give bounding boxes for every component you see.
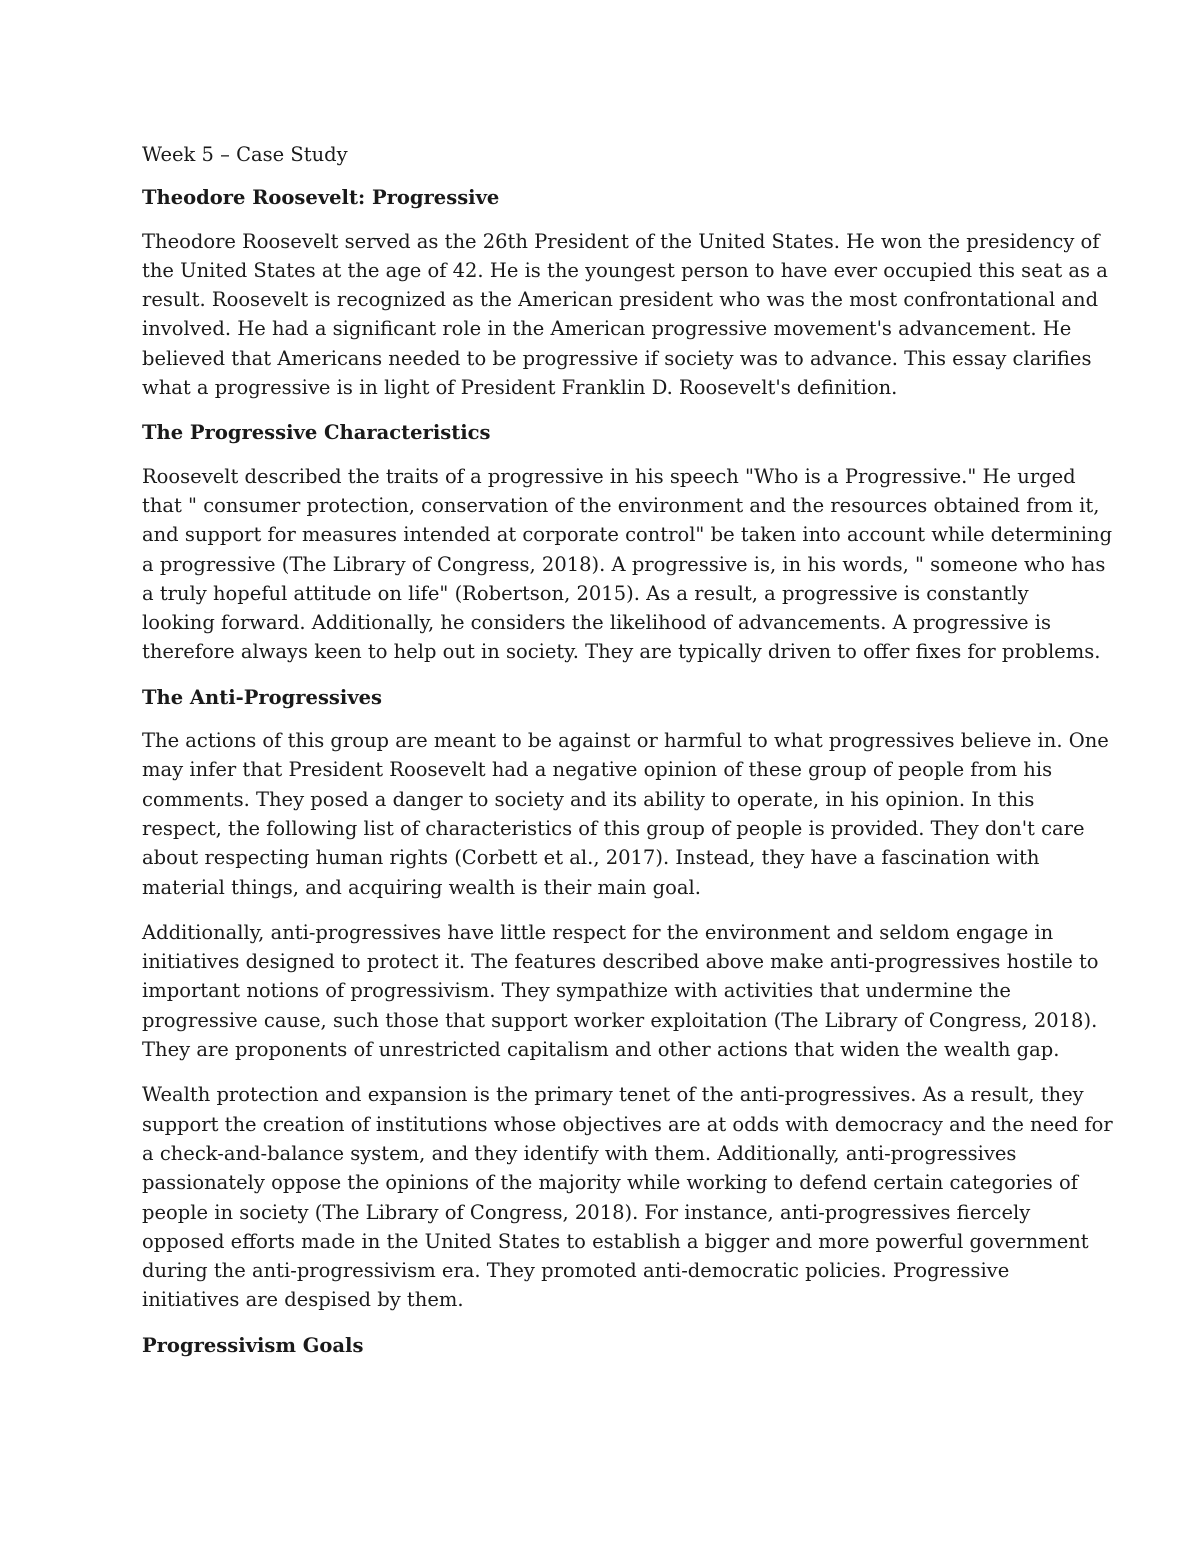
progressive-characteristics-paragraph — [142, 462, 1113, 667]
paragraph-line: what a progressive is in light of President Franklin D. Roosevelt's definition. — [142, 376, 898, 400]
paragraph-line: initiatives are despised by them. — [142, 1288, 464, 1312]
paragraph-line: believed that Americans needed to be progressive if society was to advance. This essay clarifies — [142, 346, 1092, 370]
paragraph-line: that " consumer protection, conservation of the environment and the resources obtained from it, — [142, 493, 1100, 517]
paragraph-line: They are proponents of unrestricted capitalism and other actions that widen the wealth gap. — [142, 1038, 1060, 1062]
paragraph-line: support the creation of institutions whose objectives are at odds with democracy and the need for — [142, 1112, 1113, 1136]
document-title: Theodore Roosevelt: Progressive — [142, 186, 500, 210]
section-heading-anti-progressives: The Anti-Progressives — [142, 685, 383, 709]
paragraph-line: the United States at the age of 42. He is the youngest person to have ever occupied this seat as a — [142, 258, 1108, 282]
anti-progressives-paragraph-2 — [142, 918, 1099, 1064]
paragraph-line: Additionally, anti-progressives have little respect for the environment and seldom engage in — [142, 920, 1054, 944]
paragraph-line: therefore always keen to help out in society. They are typically driven to offer fixes for problems. — [142, 640, 1101, 664]
paragraph-line: opposed efforts made in the United States to establish a bigger and more powerful government — [142, 1229, 1089, 1253]
paragraph-line: a progressive (The Library of Congress, 2018). A progressive is, in his words, " someone who has — [142, 552, 1106, 576]
paragraph-line: may infer that President Roosevelt had a negative opinion of these group of people from his — [142, 758, 1053, 782]
paragraph-line: important notions of progressivism. They sympathize with activities that undermine the — [142, 979, 1011, 1003]
intro-paragraph — [142, 227, 1108, 403]
document-page — [142, 140, 1113, 1374]
paragraph-line: Theodore Roosevelt served as the 26th President of the United States. He won the presidency of — [142, 229, 1100, 253]
paragraph-line: progressive cause, such those that support worker exploitation (The Library of Congress, 2018). — [142, 1008, 1098, 1032]
paragraph-line: Wealth protection and expansion is the primary tenet of the anti-progressives. As a result, they — [142, 1083, 1084, 1107]
paragraph-line: The actions of this group are meant to be against or harmful to what progressives believe in. One — [142, 729, 1109, 753]
section-heading-progressivism-goals: Progressivism Goals — [142, 1333, 364, 1357]
paragraph-line: a check-and-balance system, and they identify with them. Additionally, anti-progressives — [142, 1141, 1017, 1165]
paragraph-line: material things, and acquiring wealth is their main goal. — [142, 875, 701, 899]
paragraph-line: Roosevelt described the traits of a progressive in his speech "Who is a Progressive." He urged — [142, 464, 1076, 488]
paragraph-line: looking forward. Additionally, he considers the likelihood of advancements. A progressive is — [142, 611, 1052, 635]
course-label: Week 5 – Case Study — [142, 143, 348, 166]
paragraph-line: passionately oppose the opinions of the majority while working to defend certain categories of — [142, 1171, 1078, 1195]
paragraph-line: comments. They posed a danger to society and its ability to operate, in his opinion. In this — [142, 787, 1035, 811]
paragraph-line: about respecting human rights (Corbett et al., 2017). Instead, they have a fascination with — [142, 846, 1040, 870]
paragraph-line: during the anti-progressivism era. They promoted anti-democratic policies. Progressive — [142, 1259, 1010, 1283]
paragraph-line: result. Roosevelt is recognized as the American president who was the most confrontational and — [142, 288, 1099, 312]
anti-progressives-paragraph-1 — [142, 726, 1109, 902]
paragraph-line: people in society (The Library of Congress, 2018). For instance, anti-progressives fiercely — [142, 1200, 1031, 1224]
section-heading-progressive-characteristics: The Progressive Characteristics — [142, 421, 491, 445]
paragraph-line: a truly hopeful attitude on life" (Robertson, 2015). As a result, a progressive is constantly — [142, 581, 1029, 605]
paragraph-line: and support for measures intended at corporate control" be taken into account while determining — [142, 523, 1113, 547]
anti-progressives-paragraph-3 — [142, 1080, 1113, 1314]
paragraph-line: respect, the following list of characteristics of this group of people is provided. They don't care — [142, 816, 1085, 840]
paragraph-line: initiatives designed to protect it. The features described above make anti-progressives hostile to — [142, 950, 1099, 974]
paragraph-line: involved. He had a significant role in the American progressive movement's advancement. He — [142, 317, 1072, 341]
